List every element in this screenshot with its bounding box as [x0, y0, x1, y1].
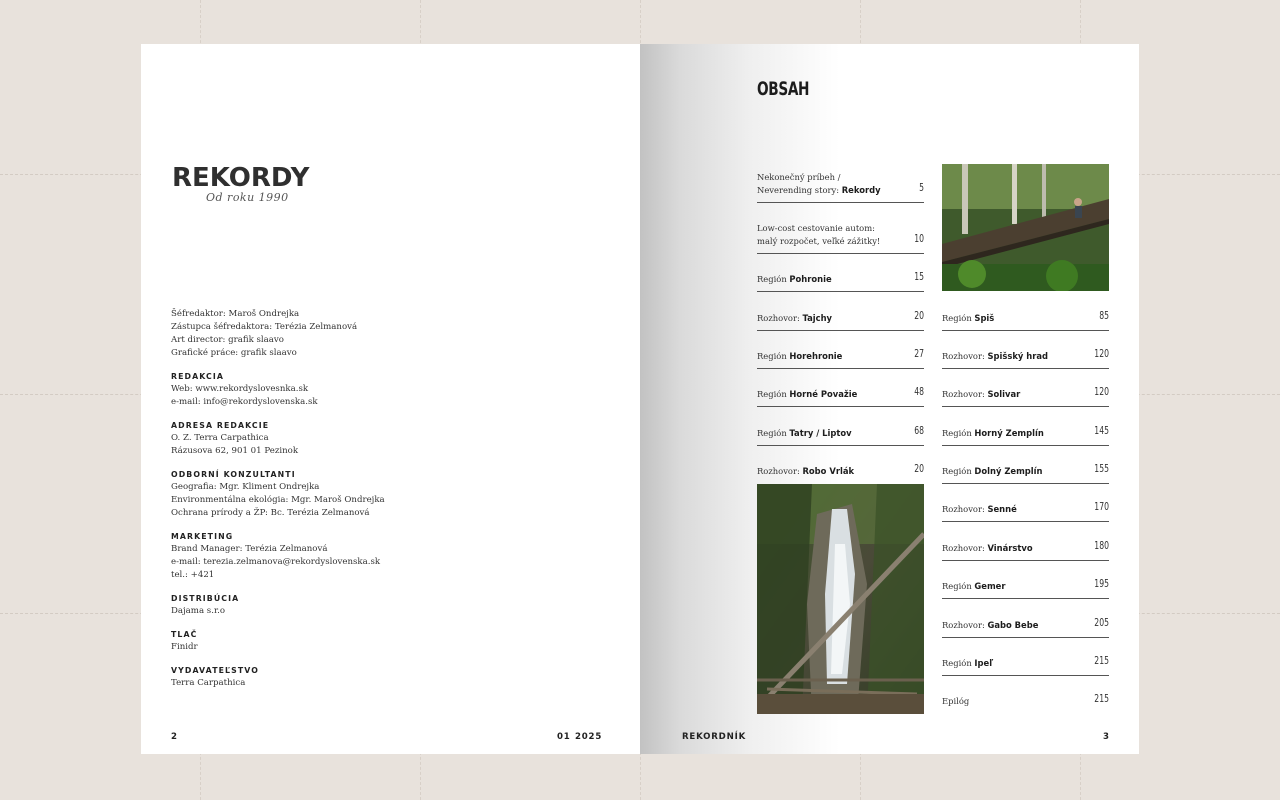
toc-item[interactable] [942, 637, 1109, 676]
toc-item-title: Rozhovor: Spišský hrad [942, 350, 1049, 361]
toc-item[interactable] [942, 368, 1109, 407]
toc-item-title: Región Dolný Zemplín [942, 465, 1043, 476]
imprint-line: Environmentálna ekológia: Mgr. Maroš Ondrejka [171, 495, 385, 505]
toc-item-page: 10 [914, 232, 924, 245]
toc-item-page: 215 [1094, 654, 1109, 667]
toc-item[interactable] [757, 330, 924, 369]
toc-item-title: Rozhovor: Tajchy [757, 312, 833, 323]
toc-item-page: 15 [914, 270, 924, 283]
toc-item-title: Rozhovor: Robo Vrlák [757, 465, 855, 476]
toc-item-page: 27 [914, 347, 924, 360]
imprint-line: Rázusova 62, 901 01 Pezinok [171, 446, 299, 456]
forest-photo [942, 164, 1109, 291]
magazine-name: REKORDNÍK [682, 732, 747, 742]
toc-item-page: 48 [914, 385, 924, 398]
imprint-line: e-mail: terezia.zelmanova@rekordyslovenska.sk [171, 557, 381, 567]
toc-item-page: 85 [1099, 309, 1109, 322]
imprint-line: Grafické práce: grafik slaavo [171, 348, 297, 358]
toc-item[interactable] [942, 560, 1109, 599]
imprint-line: e-mail: info@rekordyslovenska.sk [171, 397, 318, 407]
right-page [640, 44, 1139, 754]
imprint-section-vydavatelstvo [171, 664, 471, 690]
toc-item[interactable] [942, 483, 1109, 522]
imprint-line: tel.: +421 [171, 570, 215, 580]
toc-item-page: 170 [1094, 500, 1109, 513]
toc-item-page: 20 [914, 462, 924, 475]
toc-item[interactable] [942, 291, 1109, 331]
toc-item-page: 205 [1094, 616, 1109, 629]
toc-item-title: Región Tatry / Liptov [757, 427, 852, 438]
toc-item-page: 155 [1094, 462, 1109, 475]
rekordy-logo [172, 163, 312, 209]
toc-item-page: 120 [1094, 347, 1109, 360]
toc-item[interactable] [942, 598, 1109, 638]
imprint-section-konzultanti [171, 468, 471, 520]
toc-item[interactable] [757, 291, 924, 331]
toc-item[interactable] [757, 253, 924, 292]
toc-item-title: Low-cost cestovanie autom: malý rozpočet, veľké zážitky! [757, 223, 881, 246]
imprint-line: Zástupca šéfredaktora: Terézia Zelmanová [171, 322, 358, 332]
waterfall-photo [757, 484, 924, 714]
toc-item-page: 215 [1094, 692, 1109, 705]
logo-wordmark: REKORDY [172, 163, 310, 193]
imprint-section-tlac [171, 628, 471, 654]
imprint-line: Šéfredaktor: Maroš Ondrejka [171, 309, 300, 319]
toc-item[interactable] [942, 406, 1109, 446]
imprint-line: O. Z. Terra Carpathica [171, 433, 269, 443]
toc-item-page: 20 [914, 309, 924, 322]
toc-item-title: Nekonečný príbeh / Neverending story: Rekordy [757, 172, 881, 195]
toc-item[interactable] [942, 445, 1109, 484]
imprint-line: Finidr [171, 642, 198, 652]
toc-title: OBSAH [757, 78, 810, 100]
toc-item[interactable] [942, 330, 1109, 369]
imprint-staff [171, 308, 471, 360]
issue-year: 2025 [575, 732, 603, 742]
toc-item-title: Región Ipeľ [942, 657, 994, 668]
toc-item-title: Epilóg [942, 695, 970, 706]
toc-item-page: 145 [1094, 424, 1109, 437]
imprint-line: Geografia: Mgr. Kliment Ondrejka [171, 482, 320, 492]
imprint-heading: ADRESA REDAKCIE [171, 421, 270, 430]
issue-number: 01 [557, 732, 571, 742]
imprint-line: Ochrana prírody a ŽP: Bc. Terézia Zelmanová [171, 508, 370, 518]
toc-item-title: Rozhovor: Senné [942, 503, 1017, 514]
imprint-section-adresa [171, 419, 471, 458]
toc-item-title: Región Horný Zemplín [942, 427, 1044, 438]
toc-item[interactable] [757, 368, 924, 407]
toc-item-title: Rozhovor: Gabo Bebe [942, 619, 1039, 630]
page-number-right: 3 [1103, 732, 1110, 742]
toc-item[interactable] [757, 202, 924, 254]
imprint-section-redakcia [171, 370, 471, 409]
imprint-line: Web: www.rekordyslovesnka.sk [171, 384, 309, 394]
toc-item-title: Región Horehronie [757, 350, 843, 361]
imprint-line: Terra Carpathica [171, 678, 246, 688]
logo-tagline: Od roku 1990 [206, 191, 289, 204]
toc-item-title: Rozhovor: Vinárstvo [942, 542, 1033, 553]
toc-item[interactable] [757, 163, 924, 203]
toc-item-page: 5 [919, 181, 924, 194]
imprint [171, 308, 471, 690]
toc-item-title: Región Gemer [942, 580, 1006, 591]
left-page [141, 44, 640, 754]
imprint-line: Art director: grafik slaavo [171, 335, 284, 345]
toc-item[interactable] [942, 521, 1109, 561]
imprint-section-distribucia [171, 592, 471, 618]
toc-item[interactable] [757, 445, 924, 483]
toc-item-title: Región Spiš [942, 312, 995, 323]
imprint-line: Dajama s.r.o [171, 606, 226, 616]
imprint-heading: VYDAVATEĽSTVO [171, 666, 259, 675]
toc-item-page: 195 [1094, 577, 1109, 590]
imprint-line: Brand Manager: Terézia Zelmanová [171, 544, 328, 554]
imprint-heading: DISTRIBÚCIA [171, 594, 240, 603]
toc-item-page: 180 [1094, 539, 1109, 552]
toc-item-title: Rozhovor: Solivar [942, 388, 1021, 399]
imprint-heading: REDAKCIA [171, 372, 224, 381]
toc-item[interactable] [942, 675, 1109, 713]
imprint-section-marketing [171, 530, 471, 582]
toc-item-page: 120 [1094, 385, 1109, 398]
toc-item[interactable] [757, 406, 924, 446]
imprint-heading: MARKETING [171, 532, 234, 541]
page-number-left: 2 [171, 732, 178, 742]
imprint-heading: ODBORNÍ KONZULTANTI [171, 470, 296, 479]
imprint-heading: TLAČ [171, 630, 198, 639]
toc-item-page: 68 [914, 424, 924, 437]
toc-item-title: Región Pohronie [757, 273, 832, 284]
toc-item-title: Región Horné Považie [757, 388, 858, 399]
